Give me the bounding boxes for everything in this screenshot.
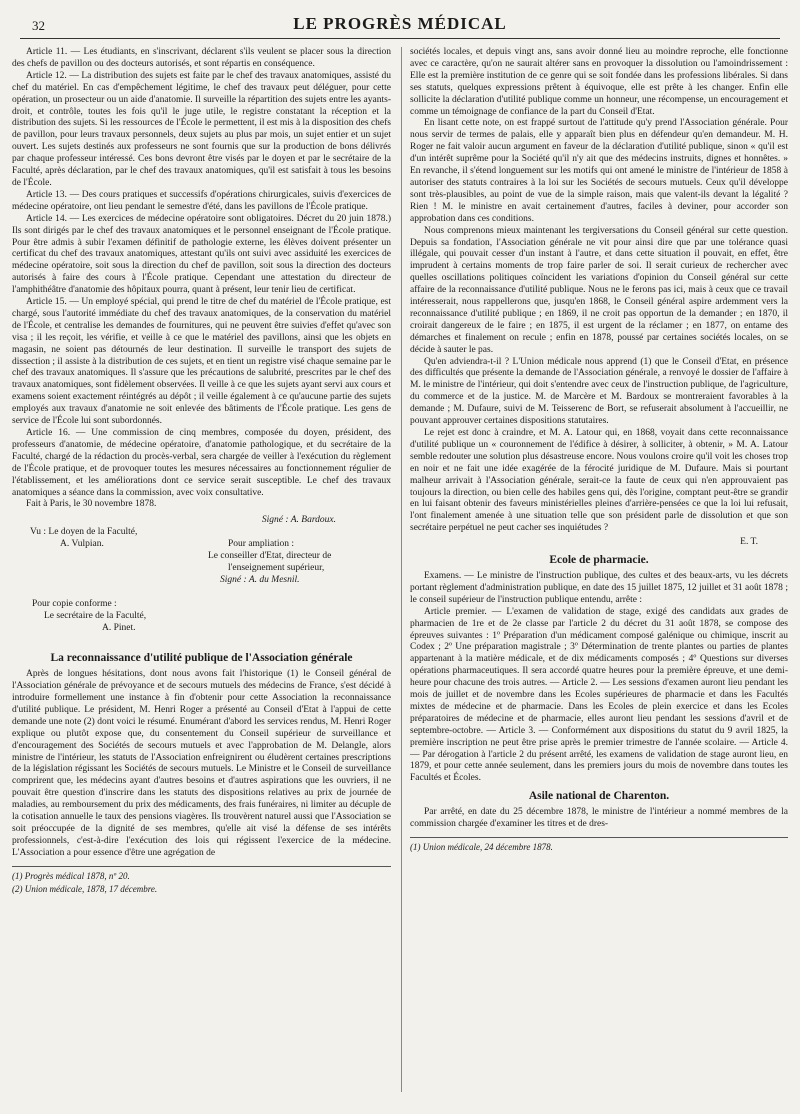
header-rule: [20, 38, 780, 39]
section-title-association: La reconnaissance d'utilité publique de l'Association générale: [50, 652, 353, 665]
examens-paragraph: Examens. — Le ministre de l'instruction publique, des cultes et des beaux-arts, vu les décrets portant règlement d'administration publique, en date des 15 juillet 1875, 12 juillet et 31 août 1878 ; le conseil supérieur de l'instruction publique entendu, arrête :: [410, 570, 788, 605]
signed-bardoux: Signé : A. Bardoux.: [261, 515, 336, 526]
charenton-paragraph: Par arrêté, en date du 25 décembre 1878, le ministre de l'intérieur a nommé membres de la commission chargée d'examiner les titres et de dres-: [410, 807, 788, 830]
done-at: Fait à Paris, le 30 novembre 1878.: [26, 499, 157, 510]
right-column: [410, 47, 788, 855]
section-title-pharmacie: Ecole de pharmacie.: [549, 554, 649, 567]
vu-block: [30, 527, 210, 551]
page-header: [20, 10, 780, 38]
secretaire-line: Le secrétaire de la Faculté,: [44, 611, 147, 622]
column-divider: [401, 47, 402, 1092]
copy-inner: [32, 599, 146, 635]
signed-row: [12, 515, 391, 527]
tergiversations-paragraph: Nous comprenons mieux maintenant les tergiversations du Conseil général sur cette question. Depuis sa fondation, l'Association générale ne vit pour ainsi dire que par une tolérance quasi illégale, qui pouvait cesser d'un instant à l'autre, et dans cette situation il pouvait, en effet, être imprudent à certains moments de trop faire parler de soi. Il serait curieux de rechercher avec quelles oscillations politiques coïncident les variations d'opinion du Conseil général sur cette affaire de la reconnaissance d'utilité publique. Nous ne le ferons pas ici, mais à ceux que ce travail intéresserait, nous rappellerons que, jusqu'en 1868, le Conseil général aspire ardemment vers la reconnaissance d'utilité publique ; en 1869, il ne croit pas opportun de la demander ; en 1870, il croirait dangereux de le faire ; en 1875, il est urgent de la réclamer ; en 1877, on entame des démarches et finalement on recule ; enfin en 1878, poussé par certaines sociétés locales, on se décide à sauter le pas.: [410, 225, 788, 355]
footnote-2: (2) Union médicale, 1878, 17 décembre.: [12, 883, 158, 894]
footnote-1: (1) Progrès médical 1878, nº 20.: [12, 870, 130, 881]
right-footnotes: [410, 837, 788, 854]
running-title: LE PROGRÈS MÉDICAL: [293, 14, 507, 33]
article-15: Article 15. — Un employé spécial, qui prend le titre de chef du matériel de l'École pratique, est chargé, sous l'autorité immédiate du chef des travaux anatomiques, de la conservation du matériel de l'École, et centralise les demandes de fournitures, qui ne peuvent être suivies d'effet qu'avec son visa ; il les reçoit, les vérifie, et veille à ce que le matériel des pavillons, ainsi que les objets en magasin, ne soient pas détournés de leur destination. Il surveille le transport des sujets de dissection ; il assiste à la distribution de ces sujets, et en tient un registre visé chaque semaine par le chef des travaux anatomiques. Il s'assure que les précautions de salubrité, prescrites par le chef des travaux anatomiques, sont fidèlement observées. Il veille à ce que les sujets ayant servi aux cours et examens soient exactement réintégrés au dépôt ; il veille également à ce qu'aucune partie des sujets employés aux travaux d'anatomie ne soit enlevée des bâtiments de l'École pratique. Les gens de service de l'École lui sont subordonnés.: [12, 297, 391, 427]
association-paragraph: Après de longues hésitations, dont nous avons fait l'historique (1) le Conseil général de l'Association générale de prévoyance et de secours mutuels des médecins de France, s'est décidé à introduire formellement une instance à fin d'obtenir pour cette Association la reconnaissance d'utilité publique. Le président, M. Henri Roger a présenté au Conseil d'Etat à l'appui de cette demande une note (2) dont voici le résumé. Enumérant d'abord les services rendus, M. Henri Roger explique ou plutôt expose que, du consentement du Conseil supérieur de surveillance et d'encouragement des Sociétés de secours mutuels et avec l'approbation de M. Delangle, alors ministre de l'intérieur, les statuts de l'Association enfreignirent ou éludèrent certaines prescriptions de la législation régissant les Sociétés de secours mutuels. Le Ministre et le Conseil de surveillance comprirent que, les médecins ayant d'autres besoins et d'autres aspirations que les ouvriers, il ne pouvait être question d'inscrire dans les statuts des dispositions relatives au prix de journée de maladies, au remboursement du prix des médicaments, des frais funéraires, ni limiter au décuple de la cotisation annuelle le taux des pensions viagères. Ils trouvèrent naturel aussi que l'Association se soit préoccupée de la dignité de ses membres, qu'elle ait visé la défense de ses intérêts professionnels, c'est-à-dire l'exécution des lois qui régissent l'exercice de la médecine. L'Association a pour essence d'être une agrégation de: [12, 669, 391, 858]
vu-line: Vu : Le doyen de la Faculté,: [30, 527, 138, 538]
conseiller-sign: Signé : A. du Mesnil.: [220, 574, 300, 585]
article-14: Article 14. — Les exercices de médecine opératoire sont obligatoires. Décret du 20 juin 1878.) Ils sont dirigés par le chef des travaux anatomiques et le personnel enseignant de l'École pratique. Pour être admis à subir l'examen définitif de pathologie externe, les élèves doivent présenter un certificat du chef des travaux anatomiques, attestant qu'ils ont suivi avec assiduité les exercices de médecine opératoire, soit sous la direction du chef de pavillon, soit sous la direction des docteurs autorisés à faire des cours à l'École pratique. Cependant une attestation du directeur de l'amphithéâtre d'anatomie des hôpitaux pourra, quant à présent, leur tenir lieu de certificat.: [12, 213, 391, 296]
article-11: Article 11. — Les étudiants, en s'inscrivant, déclarent s'ils veulent se placer sous la direction des chefs de pavillon ou des docteurs autorisés, et sont répartis en conséquence.: [12, 47, 391, 69]
ampliation-line: Pour ampliation :: [228, 539, 294, 550]
right-footnote-1: (1) Union médicale, 24 décembre 1878.: [410, 842, 553, 852]
note-paragraph: En lisant cette note, on est frappé surtout de l'attitude qu'y prend l'Association générale. Pour nous servir de termes de palais, elle y apparaît bien plus en défendeur qu'en demandeur. M. H. Roger ne fait valoir aucun argument en faveur de la déclaration d'utilité publique, sinon « qu'il est d'un intérêt suprême pour la Société qu'il n'y ait que des médecins instruits, dignes et honnêtes. » En revanche, il s'étend longuement sur les motifs qui ont amené le ministre de l'intérieur de 1858 à autoriser des statuts contraires à la loi sur les Sociétés de secours mutuels. Ceux qu'il développe sont très-plausibles, au point de vue de la simple raison, mais que valent-ils devant la légalité ? Rien ! M. le ministre en avait certainement d'autres, faciles à deviner, pour accorder son approbation dans ces conditions.: [410, 118, 788, 224]
continuation-paragraph: sociétés locales, et depuis vingt ans, sans avoir donné lieu au moindre reproche, elle fonctionne avec ce caractère, qu'on ne saurait altérer sans en provoquer la dissolution ou l'amoindrissement : Elle est la première institution de ce genre qui se soit fondée dans les professions libérales. Si dans ses statuts, quelques expressions prêtent à équivoque, elle est prête à les changer. Enfin elle sollicite la déclaration d'utilité publique comme un honneur, une récompense, un encouragement et comme un témoignage de confiance de la part du Conseil d'Etat.: [410, 47, 788, 117]
left-column: [12, 47, 391, 896]
article-13: Article 13. — Des cours pratiques et successifs d'opérations chirurgicales, suivis d'exercices de médecine opératoire, ont lieu pendant le semestre d'été, dans les pavillons de l'École pratique.: [12, 189, 391, 212]
page-number: 32: [32, 18, 45, 33]
left-footnotes: [12, 866, 391, 896]
ampliation-block: [208, 539, 388, 587]
article-12: Article 12. — La distribution des sujets est faite par le chef des travaux anatomiques, assisté du chef du matériel. En cas d'empêchement légitime, le chef des travaux peut déléguer, pour cette opération, un prosecteur ou un aide d'anatomie. Il surveille la répartition des sujets entre les ayants-droit, et contrôle, toutes les fois qu'il le juge utile, le registre constatant la réception et la distribution des sujets. Si les ressources de l'École le permettent, il est mis à la disposition des chefs de pavillon, pour leurs travaux personnels, deux sujets au plus par mois, un sujet entier et un sujet ouvert. Les sujets destinés aux professeurs ne sont fournis que sur la production de bons délivrés par chaque professeur intéressé. Ces bons devront être visés par le doyen et par le secrétaire de la Faculté, après déclaration, par le chef des travaux anatomiques, qu'il est satisfait à tous les besoins de l'École.: [12, 70, 391, 188]
secretaire-name: A. Pinet.: [102, 623, 136, 634]
copie-line: Pour copie conforme :: [32, 599, 117, 610]
rejet-paragraph: Le rejet est donc à craindre, et M. A. Latour qui, en 1868, voyait dans cette reconnaissance d'utilité publique un « couronnement de l'édifice à désirer, à solliciter, à obtenir, » M. A. Latour semble redouter une solution plus désastreuse encore. Nous voulons croire qu'il voit les choses trop en noir et ne fait une idée exagérée de la férocité juridique de M. Dufaure. Mais si pourtant malheur arrivait à l'Association générale, serait-ce la faute de ceux qui n'en approuvaient pas toujours la direction, ou bien celle des habiles gens qui, dès l'origine, comptant peut-être se grandir en lui faisant obtenir des faveurs ministérielles pleines d'arrière-pensées ce que la loi lui refusait, l'ont finalement amenée à une situation telle que son président parle de dissolution et que son secrétaire perpétuel ne peut cacher ses inquiétudes ?: [410, 428, 788, 534]
author-initials: E. T.: [740, 537, 758, 548]
vu-name: A. Vulpian.: [60, 539, 104, 550]
conseiller-line-2: l'enseignement supérieur,: [228, 563, 325, 574]
section-title-charenton: Asile national de Charenton.: [528, 790, 670, 803]
conseiller-line-1: Le conseiller d'Etat, directeur de: [208, 551, 332, 562]
adviendra-paragraph: Qu'en adviendra-t-il ? L'Union médicale nous apprend (1) que le Conseil d'Etat, en présence des difficultés que présente la demande de l'Association générale, a renvoyé le dossier de l'affaire à M. le ministre de l'intérieur, qui doit s'entendre avec ceux de l'instruction publique, de l'agriculture, du commerce et de la justice. M. de Marcère et M. Bardoux se montreraient favorables à la demande ; M. Dufaure, suivi de M. Teisserenc de Bort, se refuserait absolument à l'accueillir, ne pouvant approuver certaines dispositions statutaires.: [410, 356, 788, 427]
signatures-block: [12, 527, 391, 597]
copy-block: [12, 599, 391, 647]
article-premier-paragraph: Article premier. — L'examen de validation de stage, exigé des candidats aux grades de pharmacien de 1re et de 2e classe par l'article 2 du décret du 31 août 1878, se compose des épreuves suivantes : 1º Préparation d'un médicament composé galénique ou chimique, inscrit au Codex ; 2º Une préparation magistrale ; 3º Détermination de trente plantes ou parties de plantes appartenant à la matière médicale, et de dix médicaments composés ; 4º Questions sur diverses opérations pharmaceutiques. Il sera accordé quatre heures pour la première épreuve, et une demi-heure pour chacune des trois autres. — Article 2. — Les sessions d'examen auront lieu pendant les mois de juillet et de novembre dans les Ecoles supérieures de pharmacie et dans les Facultés mixtes de médecine et de pharmacie. Dans les Ecoles de plein exercice et dans les Ecoles préparatoires de médecine et de pharmacie, elles auront lieu pendant les sessions d'avril et de septembre-octobre. — Article 3. — Conformément aux dispositions du statut du 9 avril 1825, la première inscription ne peut être prise après le premier trimestre de l'année scolaire. — Article 4. — Par dérogation à l'article 2 du présent arrêté, les examens de validation de stage auront lieu, en 1879, et pour cette année seulement, dans les premiers jours du mois de novembre dans toutes les Facultés et Écoles.: [410, 606, 788, 784]
article-16: Article 16. — Une commission de cinq membres, composée du doyen, président, des professeurs d'anatomie, de médecine opératoire, d'anatomie pathologique, et du secrétaire de la Faculté, chargé de la rédaction du procès-verbal, sera chargée de veiller à l'exécution du règlement de l'École pratique, et de provoquer toutes les mesures nécessaires au fonctionnement régulier de l'établissement, et les améliorations dont ce service serait susceptible. Le chef des travaux anatomiques a séance dans la commission, avec voix consultative.: [12, 428, 391, 498]
